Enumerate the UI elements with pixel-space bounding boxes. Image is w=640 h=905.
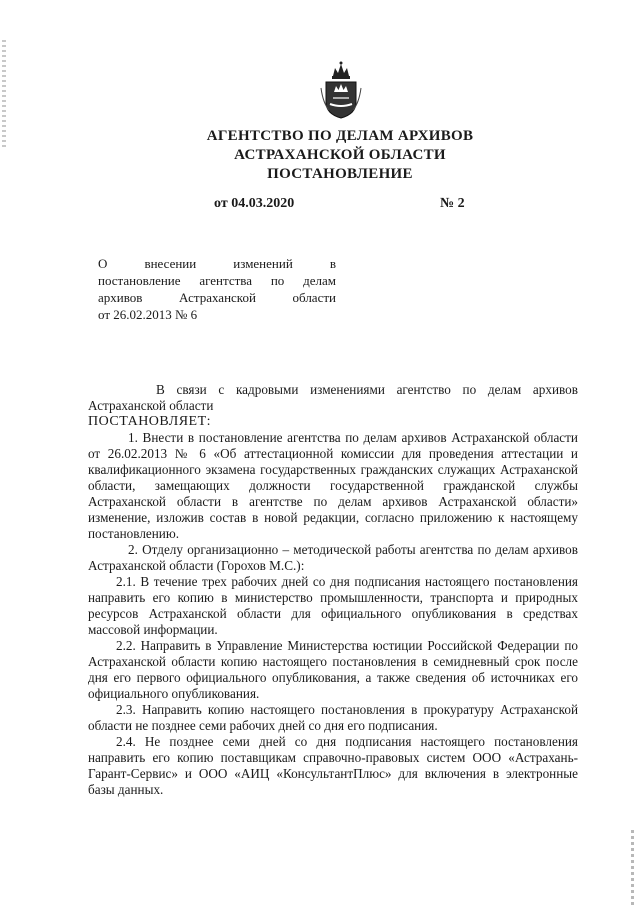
decree-word: ПОСТАНОВЛЯЕТ: — [88, 414, 212, 429]
scan-edge-artifact-bottom — [631, 830, 634, 905]
intro-paragraph: В связи с кадровыми изменениями агентство по делам архивов Астраханской области — [88, 382, 578, 413]
subject-line: О внесении изменений в — [98, 256, 336, 271]
document-type-title: ПОСТАНОВЛЕНИЕ — [267, 166, 413, 182]
region-title: АСТРАХАНСКОЙ ОБЛАСТИ — [234, 147, 446, 163]
paragraph-1: 1. Внести в постановление агентства по делам архивов Астраханской области от 26.02.2013 № 6 «Об аттестационной комиссии для проведения аттестации и квалификационного экзамена государственных гражданских служащих Астраханской области, замещающих должности государственной гражданской службы Астраханской области в агентстве по делам архивов Астраханской области» изменение, изложив состав в новой редакции, согласно приложению к настоящему постановлению. — [88, 430, 578, 541]
subject-line: архивов Астраханской области — [98, 290, 336, 305]
document-date: от 04.03.2020 — [214, 196, 295, 211]
subject-block — [98, 255, 336, 323]
paragraph-2-3: 2.3. Направить копию настоящего постановления в прокуратуру Астраханской области не позднее семи рабочих дней со дня его подписания. — [88, 702, 578, 733]
scan-edge-artifact — [2, 40, 6, 150]
agency-title: АГЕНТСТВО ПО ДЕЛАМ АРХИВОВ — [206, 128, 474, 144]
paragraph-2-2: 2.2. Направить в Управление Министерства юстиции Российской Федерации по Астраханской области копию настоящего постановления в семидневный срок после дня его первого официального опубликования, а также сведения об источниках его официального опубликования. — [88, 638, 578, 701]
paragraph-2: 2. Отделу организационно – методической работы агентства по делам архивов Астраханской области (Горохов М.С.): — [88, 542, 578, 573]
subject-line: от 26.02.2013 № 6 — [98, 307, 198, 322]
document-number: № 2 — [440, 196, 465, 211]
paragraph-2-4: 2.4. Не позднее семи дней со дня подписания настоящего постановления направить его копию поставщикам справочно-правовых систем ООО «Астрахань-Гарант-Сервис» и ООО «АИЦ «КонсультантПлюс» для включения в электронные базы данных. — [88, 734, 578, 797]
coat-of-arms-icon — [319, 58, 363, 120]
document-body — [88, 382, 578, 798]
subject-line: постановление агентства по делам — [98, 273, 336, 288]
paragraph-2-1: 2.1. В течение трех рабочих дней со дня подписания настоящего постановления направить его копию в министерство промышленности, транспорта и природных ресурсов Астраханской области для официального опубликования в средствах массовой информации. — [88, 574, 578, 637]
